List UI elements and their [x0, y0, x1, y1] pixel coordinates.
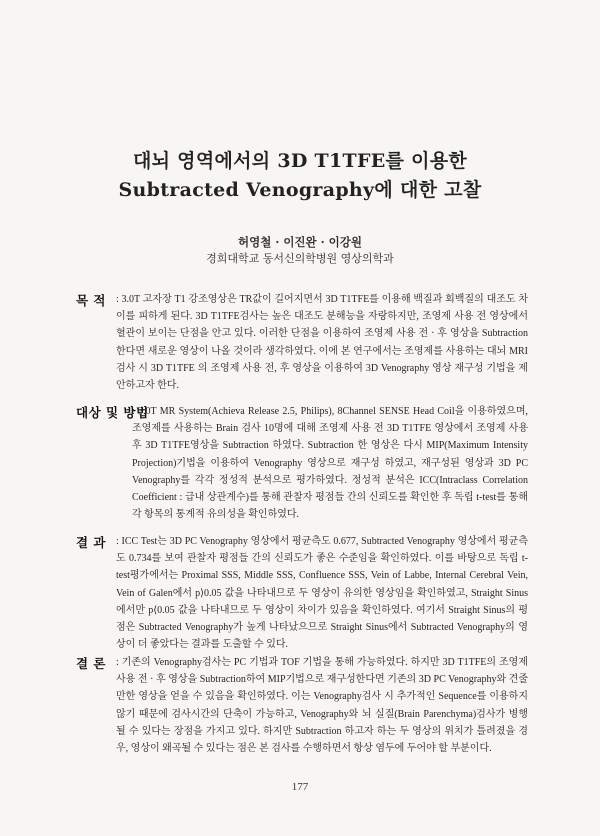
section-label-methods: 대상 및 방법 — [76, 405, 149, 420]
section-body-results: : ICC Test는 3D PC Venography 영상에서 평균측도 0.677, Subtracted Venography 영상에서 평균측도 0.734를 보여 관찰자 평점들 간의 신뢰도가 좋은 수준임을 확인하였다. 이를 바탕으로 독립 t-test평가에서는 Proximal SSS, Middle SSS, Confluence SSS, Vein of Labbe, Internal Cerebral Vein, Vein of Galen에서 p⟩0.05 값을 나타내므로 두 영상이 유의한 영상임을 확인하였고, Straight Sinus에서만 p⟨0.05 값을 나타내므로 두 영상이 차이가 있음을 확인하였다. 여기서 Straight Sinus의 평점은 Subtracted Venography가 높게 나타났으므로 Straight Sinus에서 Subtracted Venography의 영상이 더 좋았다는 결과를 도출할 수 있다. — [116, 536, 528, 651]
section-body-conclusion: : 기존의 Venography검사는 PC 기법과 TOF 기법을 통해 가능하였다. 하지만 3D T1TFE의 조영제 사용 전 · 후 영상을 Subtraction하여 MIP기법으로 재구성한다면 기존의 3D PC Venography와 견줄 만한 영상을 얻을 수 있음을 확인하였다. 이는 Venography검사 시 추가적인 Sequence를 이용하지 않기 때문에 검사시간의 단축이 가능하고, Venography와 뇌 실질(Brain Parenchyma)검사가 병행될 수 있다는 장점을 가지고 있다. 하지만 Subtraction 하고자 하는 두 영상의 위치가 틀려졌을 경우, 영상이 왜곡될 수 있다는 점은 본 검사를 수행하면서 항상 염두에 두어야 할 부분이다. — [116, 657, 528, 755]
section-conclusion — [76, 654, 528, 757]
section-body-purpose: : 3.0T 고자장 T1 강조영상은 TR값이 길어지면서 3D T1TFE를 이용해 백질과 회백질의 대조도 차이를 피하게 된다. 3D T1TFE검사는 높은 대조도 분해능을 자랑하지만, 조영제 사용 전 영상에서 혈관이 보이는 단점을 안고 있다. 이러한 단점을 이용하여 조영제 사용 전 · 후 영상을 Subtraction 한다면 새로운 영상이 나올 것이라 생각하였다. 이에 본 연구에서는 조영제를 사용하는 대뇌 MRI 검사 시 3D T1TFE 의 조영제 사용 전, 후 영상을 이용하여 3D Venography 영상 재구성 기법을 제안하고자 한다. — [116, 294, 528, 392]
section-label-conclusion: 결 론 — [76, 656, 107, 671]
section-label-results: 결 과 — [76, 535, 107, 550]
section-label-purpose: 목 적 — [76, 293, 107, 308]
affiliation: 경희대학교 동서신의학병원 영상의학과 — [206, 252, 394, 265]
section-purpose — [76, 291, 528, 394]
paper-title-line-1: 대뇌 영역에서의 3D T1TFE를 이용한 — [132, 150, 468, 172]
authors: 허영철 · 이진완 · 이강원 — [237, 235, 362, 249]
section-body-methods: : 3.0T MR System(Achieva Release 2.5, Philips), 8Channel SENSE Head Coil을 이용하였으며, 조영제를 사용하는 Brain 검사 10명에 대해 조영제 사용 전 3D T1TFE 영상에서 조영제 사용 후 3D T1TFE영상을 Subtraction 하였다. Subtraction 한 영상은 다시 MIP(Maximum Intensity Projection)기법을 이용하여 Venography 영상으로 재구성 하였고, 재구성된 영상과 3D PC Venography를 각각 정성적 분석으로 평가하였다. 정성적 분석은 ICC(Intraclass Correlation Coefficient : 급내 상관계수)를 통해 관찰자 평점들 간의 신뢰도를 확인한 후 독립 t-test를 통해 각 항목의 통계적 유의성을 확인하였다. — [132, 406, 528, 521]
section-methods — [76, 403, 528, 523]
section-results — [76, 533, 528, 653]
paper-title-line-2: Subtracted Venography에 대한 고찰 — [118, 179, 482, 201]
page-number: 177 — [291, 781, 309, 793]
